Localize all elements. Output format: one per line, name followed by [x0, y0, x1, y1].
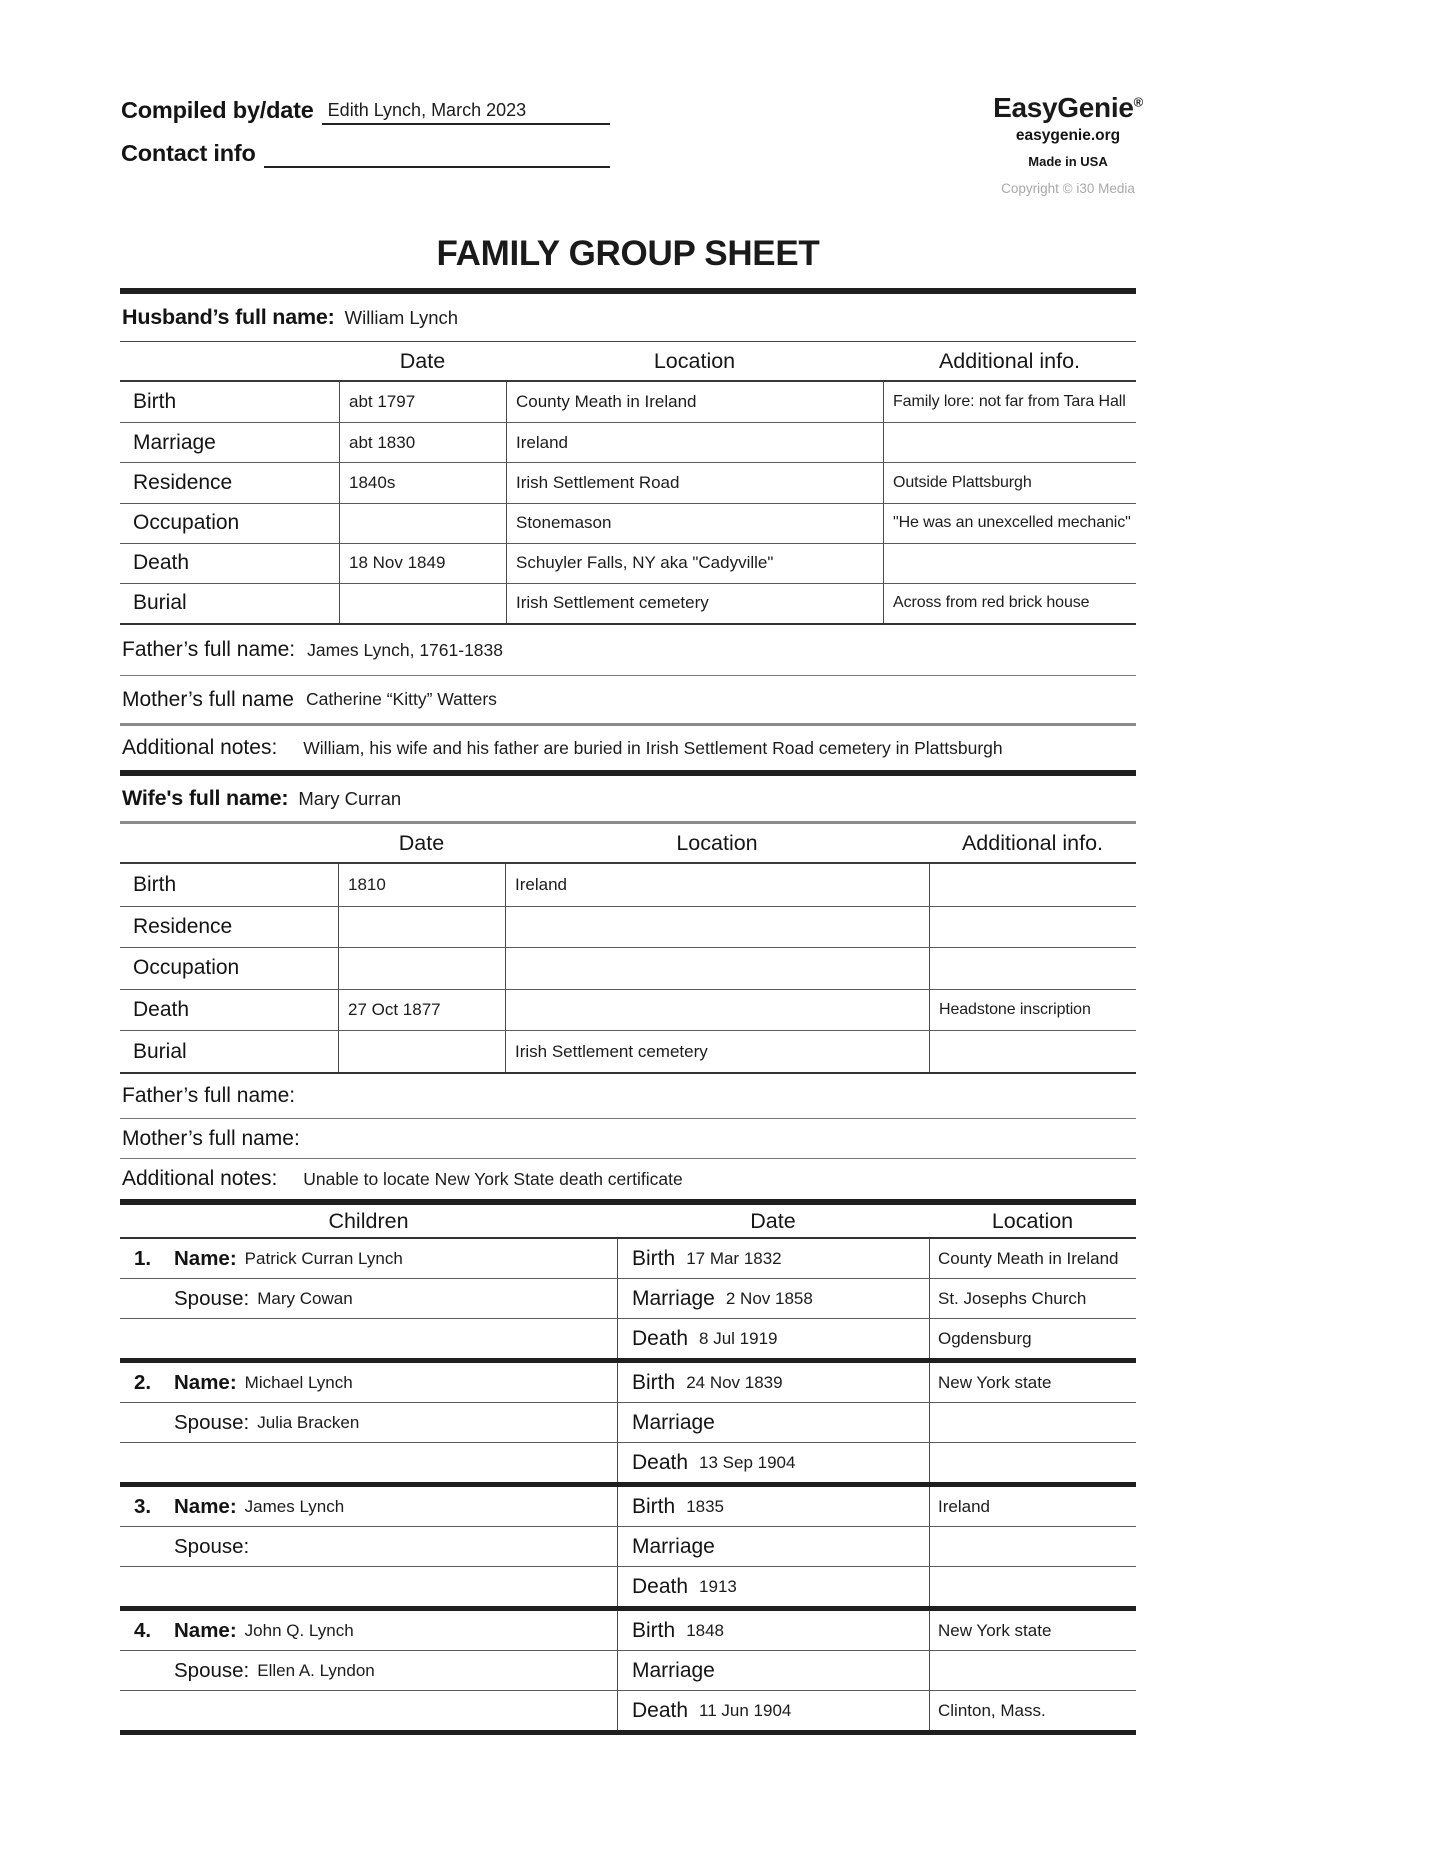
husband-events-table	[120, 382, 1136, 625]
child-name-row	[120, 1487, 1136, 1526]
row-label: Death	[133, 551, 190, 575]
table-row-death	[120, 989, 1136, 1031]
marriage-label: Marriage	[632, 1286, 715, 1310]
table-row-burial	[120, 1030, 1136, 1072]
child-name-value: Michael Lynch	[244, 1372, 353, 1392]
birth-location-cell: New York state	[929, 1363, 1136, 1402]
name-label: Name:	[174, 1494, 237, 1518]
table-row-marriage	[120, 422, 1136, 462]
location-cell: Ireland	[506, 423, 883, 462]
birth-label: Birth	[632, 1618, 676, 1642]
column-header-date: Date	[398, 830, 445, 855]
death-cell	[617, 1443, 929, 1482]
child-name-row	[120, 1611, 1136, 1650]
child-block-2	[120, 1363, 1136, 1487]
row-label: Occupation	[133, 511, 240, 535]
child-spouse-row	[120, 1650, 1136, 1690]
death-location-cell	[929, 1443, 1136, 1482]
info-cell: Across from red brick house	[883, 584, 1136, 623]
brand-made-in: Made in USA	[1028, 154, 1108, 169]
death-date-value: 11 Jun 1904	[699, 1700, 792, 1720]
death-date-value: 8 Jul 1919	[699, 1328, 778, 1348]
name-label: Name:	[174, 1246, 237, 1270]
wife-mother-row	[120, 1119, 1136, 1159]
child-name-row	[120, 1363, 1136, 1402]
additional-notes-value: William, his wife and his father are buried in Irish Settlement Road cemetery in Plattsburgh	[303, 737, 1003, 758]
date-cell	[339, 584, 506, 623]
birth-date-value: 1835	[686, 1496, 725, 1516]
row-label: Residence	[133, 914, 233, 938]
contact-info-label: Contact info	[121, 140, 256, 166]
date-cell: abt 1797	[339, 382, 506, 422]
marriage-location-cell	[929, 1527, 1136, 1566]
location-cell: Irish Settlement Road	[506, 463, 883, 502]
child-death-row	[120, 1318, 1136, 1358]
husband-name-label: Husband’s full name:	[122, 305, 335, 329]
row-label: Birth	[133, 872, 177, 896]
death-label: Death	[632, 1574, 689, 1598]
table-row-death	[120, 543, 1136, 583]
brand-block	[983, 92, 1153, 196]
child-death-row	[120, 1566, 1136, 1606]
child-name-row	[120, 1239, 1136, 1278]
location-cell: Irish Settlement cemetery	[505, 1031, 929, 1072]
location-cell: Stonemason	[506, 504, 883, 543]
death-label: Death	[632, 1698, 689, 1722]
marriage-location-cell	[929, 1651, 1136, 1690]
child-block-4	[120, 1611, 1136, 1735]
spouse-name-value: Ellen A. Lyndon	[257, 1660, 375, 1680]
birth-date-value: 24 Nov 1839	[686, 1372, 783, 1392]
child-block-1	[120, 1239, 1136, 1363]
birth-cell	[617, 1611, 929, 1650]
table-row-occupation	[120, 947, 1136, 989]
child-death-row	[120, 1442, 1136, 1482]
info-cell	[929, 864, 1136, 906]
birth-date-value: 1848	[686, 1620, 725, 1640]
death-cell	[617, 1567, 929, 1606]
compiled-by-value: Edith Lynch, March 2023	[327, 100, 527, 120]
death-cell	[617, 1319, 929, 1358]
empty-cell	[120, 1691, 617, 1730]
marriage-label: Marriage	[632, 1534, 715, 1558]
compiled-by-label: Compiled by/date	[121, 97, 314, 123]
birth-location-cell: Ireland	[929, 1487, 1136, 1526]
death-cell	[617, 1691, 929, 1730]
column-header-location: Location	[676, 830, 758, 855]
birth-cell	[617, 1363, 929, 1402]
wife-name-label: Wife's full name:	[122, 786, 289, 810]
date-cell: 1840s	[339, 463, 506, 502]
additional-notes-label: Additional notes:	[122, 736, 278, 759]
date-cell	[338, 1031, 505, 1072]
column-header-additional-info: Additional info.	[938, 348, 1081, 373]
location-cell	[505, 948, 929, 989]
child-name-cell	[120, 1611, 617, 1650]
marriage-label: Marriage	[632, 1410, 715, 1434]
child-spouse-cell	[120, 1527, 617, 1566]
brand-website: easygenie.org	[1015, 127, 1121, 144]
empty-cell	[120, 1443, 617, 1482]
birth-date-value: 17 Mar 1832	[686, 1248, 782, 1268]
empty-cell	[120, 1319, 617, 1358]
birth-location-cell: County Meath in Ireland	[929, 1239, 1136, 1278]
husband-column-headers	[120, 342, 1136, 382]
info-cell	[929, 948, 1136, 989]
registered-mark: ®	[1133, 94, 1143, 110]
birth-cell	[617, 1487, 929, 1526]
wife-events-table	[120, 864, 1136, 1074]
spouse-label: Spouse:	[174, 1410, 250, 1434]
child-name-value: Patrick Curran Lynch	[244, 1248, 403, 1268]
location-cell: County Meath in Ireland	[506, 382, 883, 422]
wife-name-row	[120, 776, 1136, 824]
death-date-value: 1913	[699, 1576, 737, 1596]
compiled-by-row	[121, 84, 610, 125]
empty-cell	[120, 1567, 617, 1606]
husband-name-row	[120, 294, 1136, 342]
child-death-row	[120, 1690, 1136, 1730]
marriage-cell	[617, 1403, 929, 1442]
birth-label: Birth	[632, 1370, 676, 1394]
info-cell	[929, 1031, 1136, 1072]
spouse-label: Spouse:	[174, 1534, 250, 1558]
birth-cell	[617, 1239, 929, 1278]
info-cell	[883, 423, 1136, 462]
child-spouse-row	[120, 1278, 1136, 1318]
column-header-additional-info: Additional info.	[961, 830, 1104, 855]
row-label: Marriage	[133, 430, 216, 454]
child-spouse-row	[120, 1402, 1136, 1442]
location-cell: Ireland	[505, 864, 929, 906]
children-column-headers	[120, 1205, 1136, 1239]
location-cell: Schuyler Falls, NY aka "Cadyville"	[506, 544, 883, 583]
mother-name-value: Catherine “Kitty” Watters	[305, 689, 497, 709]
child-name-cell	[120, 1363, 617, 1402]
column-header-children: Children	[328, 1208, 409, 1233]
table-row-birth	[120, 382, 1136, 422]
wife-father-row	[120, 1074, 1136, 1119]
row-label: Burial	[133, 591, 187, 615]
child-name-cell	[120, 1487, 617, 1526]
marriage-cell	[617, 1527, 929, 1566]
column-header-date: Date	[750, 1208, 796, 1233]
death-date-value: 13 Sep 1904	[699, 1452, 796, 1472]
birth-location-cell: New York state	[929, 1611, 1136, 1650]
wife-column-headers	[120, 824, 1136, 864]
column-header-location: Location	[991, 1208, 1074, 1233]
spouse-name-value: Mary Cowan	[257, 1288, 353, 1308]
column-header-date: Date	[399, 348, 446, 373]
husband-mother-row	[120, 676, 1136, 726]
name-label: Name:	[174, 1618, 237, 1642]
death-location-cell: Clinton, Mass.	[929, 1691, 1136, 1730]
child-spouse-row	[120, 1526, 1136, 1566]
page-title: FAMILY GROUP SHEET	[436, 234, 820, 273]
table-row-occupation	[120, 503, 1136, 543]
birth-label: Birth	[632, 1494, 676, 1518]
additional-notes-label: Additional notes:	[122, 1167, 278, 1190]
row-label: Burial	[133, 1039, 187, 1063]
date-cell	[339, 504, 506, 543]
child-number: 1.	[134, 1246, 152, 1270]
wife-notes-row	[120, 1159, 1136, 1199]
table-row-residence	[120, 462, 1136, 502]
info-cell: Outside Plattsburgh	[883, 463, 1136, 502]
info-cell	[929, 907, 1136, 948]
date-cell: 1810	[338, 864, 505, 906]
wife-name-value: Mary Curran	[298, 787, 402, 809]
spouse-name-value: Julia Bracken	[257, 1412, 360, 1432]
table-row-burial	[120, 583, 1136, 623]
date-cell: 18 Nov 1849	[339, 544, 506, 583]
date-cell: 27 Oct 1877	[338, 990, 505, 1031]
marriage-location-cell	[929, 1403, 1136, 1442]
husband-notes-row	[120, 726, 1136, 770]
mother-name-label: Mother’s full name	[122, 687, 294, 711]
info-cell: Family lore: not far from Tara Hall	[883, 382, 1136, 422]
child-number: 3.	[134, 1494, 152, 1518]
father-name-label: Father’s full name:	[122, 638, 296, 661]
marriage-date-value: 2 Nov 1858	[725, 1288, 813, 1308]
father-name-value: James Lynch, 1761-1838	[307, 639, 504, 660]
child-spouse-cell	[120, 1403, 617, 1442]
compiled-contact-block	[121, 84, 610, 168]
child-name-value: John Q. Lynch	[244, 1620, 354, 1640]
form-body	[120, 288, 1136, 1735]
death-label: Death	[632, 1326, 689, 1350]
husband-father-row	[120, 625, 1136, 676]
spouse-label: Spouse:	[174, 1286, 250, 1310]
child-block-3	[120, 1487, 1136, 1611]
contact-info-value	[264, 164, 270, 166]
child-spouse-cell	[120, 1651, 617, 1690]
birth-label: Birth	[632, 1246, 676, 1270]
row-label: Birth	[133, 390, 177, 414]
info-cell	[883, 544, 1136, 583]
compiled-by-field[interactable]	[322, 93, 610, 125]
date-cell	[338, 948, 505, 989]
info-cell: "He was an unexcelled mechanic"	[883, 504, 1136, 543]
marriage-label: Marriage	[632, 1658, 715, 1682]
location-cell: Irish Settlement cemetery	[506, 584, 883, 623]
table-row-birth	[120, 864, 1136, 906]
contact-info-field[interactable]	[264, 136, 610, 168]
additional-notes-value: Unable to locate New York State death certificate	[303, 1168, 683, 1189]
child-name-cell	[120, 1239, 617, 1278]
husband-name-value: William Lynch	[344, 306, 459, 328]
child-number: 4.	[134, 1618, 152, 1642]
child-name-value: James Lynch	[244, 1496, 345, 1516]
date-cell: abt 1830	[339, 423, 506, 462]
death-location-cell	[929, 1567, 1136, 1606]
spouse-label: Spouse:	[174, 1658, 250, 1682]
info-cell: Headstone inscription	[929, 990, 1136, 1031]
row-label: Residence	[133, 470, 233, 494]
brand-copyright: Copyright © i30 Media	[1001, 181, 1135, 196]
mother-name-label: Mother’s full name:	[122, 1126, 300, 1150]
death-label: Death	[632, 1450, 689, 1474]
table-row-residence	[120, 906, 1136, 948]
location-cell	[505, 990, 929, 1031]
column-header-location: Location	[653, 348, 736, 373]
marriage-location-cell: St. Josephs Church	[929, 1279, 1136, 1318]
marriage-cell	[617, 1279, 929, 1318]
row-label: Occupation	[133, 956, 240, 980]
child-number: 2.	[134, 1370, 152, 1394]
child-spouse-cell	[120, 1279, 617, 1318]
brand-logo: EasyGenie®	[993, 92, 1143, 123]
contact-info-row	[121, 127, 610, 168]
location-cell	[505, 907, 929, 948]
row-label: Death	[133, 998, 190, 1022]
marriage-cell	[617, 1651, 929, 1690]
death-location-cell: Ogdensburg	[929, 1319, 1136, 1358]
father-name-label: Father’s full name:	[122, 1084, 296, 1107]
date-cell	[338, 907, 505, 948]
name-label: Name:	[174, 1370, 237, 1394]
